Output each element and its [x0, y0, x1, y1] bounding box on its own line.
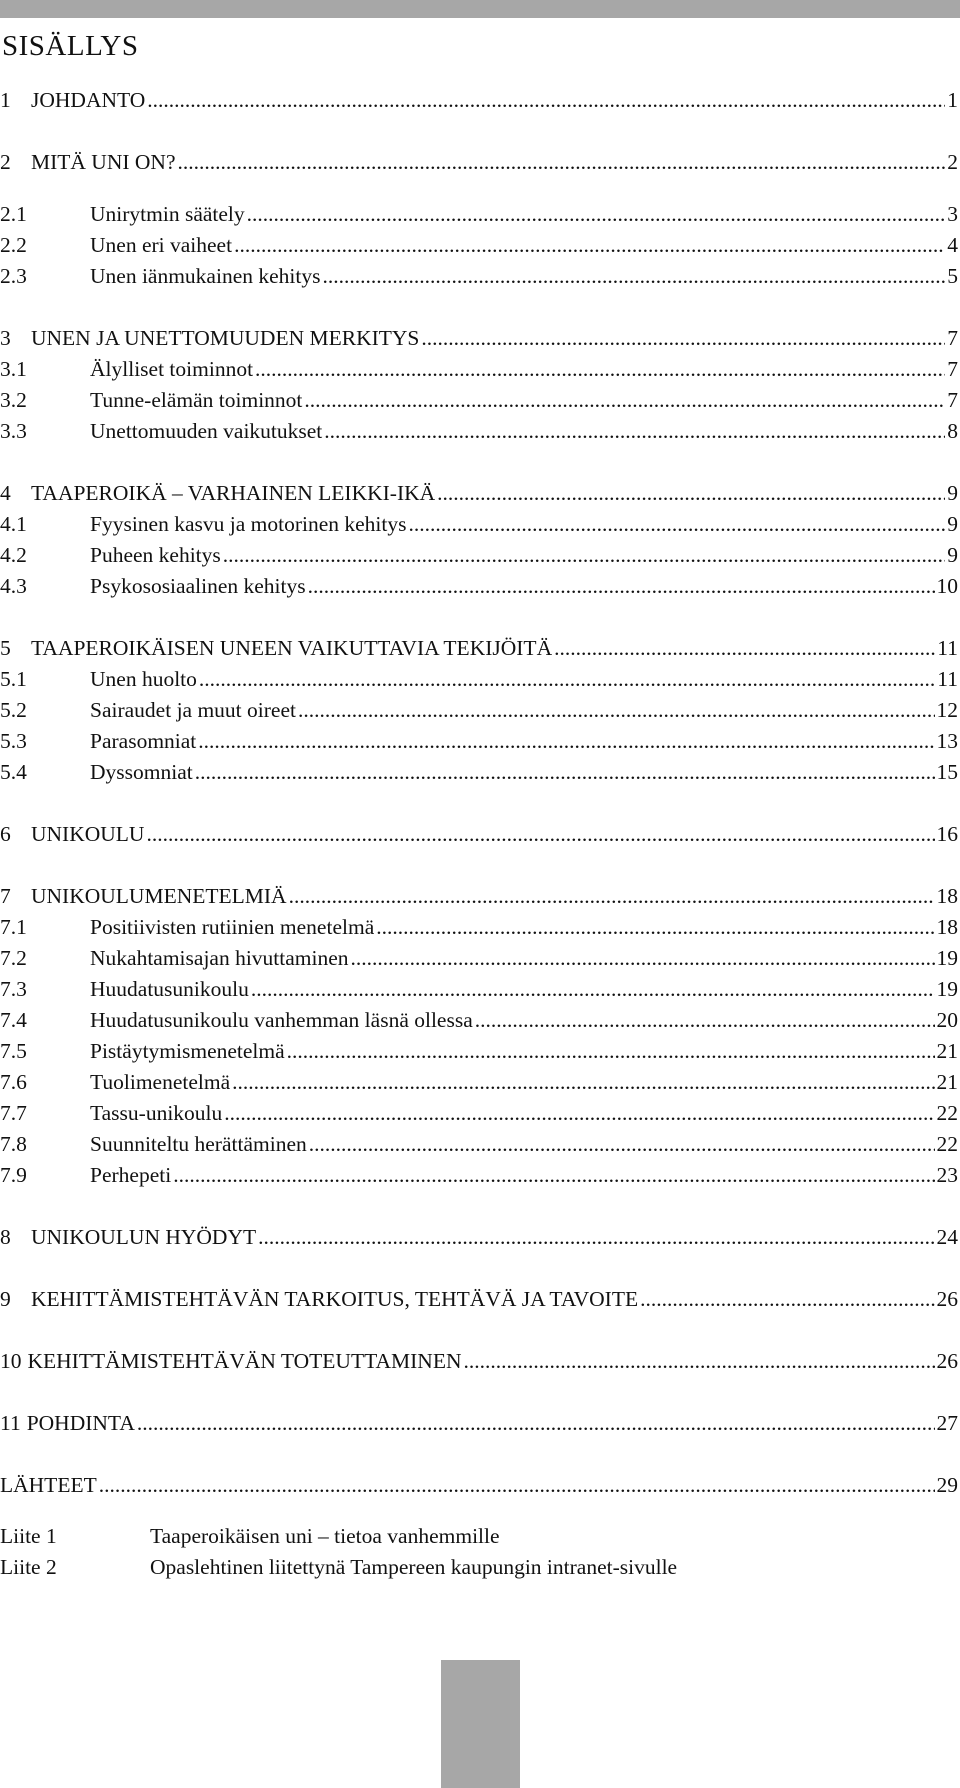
toc-entry-number: 4.2 — [0, 543, 27, 567]
toc-entry[interactable] — [0, 1036, 958, 1066]
toc-page-number: 21 — [936, 1039, 958, 1063]
toc-heading: SISÄLLYS — [2, 30, 139, 62]
toc-entry[interactable] — [0, 819, 958, 849]
toc-leader-dots — [146, 819, 934, 849]
toc-entry-number: 11 — [0, 1411, 21, 1435]
toc-entry[interactable] — [0, 1408, 958, 1438]
toc-entry-title: Psykososiaalinen kehitys — [90, 574, 306, 598]
toc-entry-title: Sairaudet ja muut oireet — [90, 698, 296, 722]
toc-page-number: 18 — [936, 884, 958, 908]
toc-leader-dots — [475, 1005, 935, 1035]
toc-page-number: 18 — [936, 915, 958, 939]
toc-entry-number: 10 — [0, 1349, 22, 1373]
toc-entry[interactable] — [0, 147, 958, 177]
toc-leader-dots — [234, 230, 945, 260]
toc-page-number: 26 — [936, 1287, 958, 1311]
toc-leader-dots — [289, 881, 935, 911]
top-gray-bar — [0, 0, 960, 18]
toc-page-number: 5 — [947, 264, 958, 288]
toc-entry[interactable] — [0, 1222, 958, 1252]
toc-entry[interactable] — [0, 943, 958, 973]
toc-page-number: 29 — [936, 1473, 958, 1497]
toc-entry-number: 7 — [0, 884, 11, 908]
toc-leader-dots — [195, 757, 935, 787]
toc-entry-title: Huudatusunikoulu vanhemman läsnä ollessa — [90, 1008, 473, 1032]
bottom-gray-tab — [441, 1660, 520, 1788]
toc-entry[interactable] — [0, 1098, 958, 1128]
toc-entry[interactable] — [0, 1160, 958, 1190]
toc-entry[interactable] — [0, 1005, 958, 1035]
toc-leader-dots — [464, 1346, 935, 1376]
toc-entry-number: 2 — [0, 150, 11, 174]
toc-page-number: 4 — [947, 233, 958, 257]
toc-entry-number: 4.1 — [0, 512, 27, 536]
toc-entry-title: Huudatusunikoulu — [90, 977, 249, 1001]
toc-page-number: 12 — [936, 698, 958, 722]
toc-entry[interactable] — [0, 323, 958, 353]
toc-entry-number: 5 — [0, 636, 11, 660]
toc-entry[interactable] — [0, 1470, 958, 1500]
toc-entry-number: 7.3 — [0, 977, 27, 1001]
toc-leader-dots — [232, 1067, 934, 1097]
toc-entry-title: UNEN JA UNETTOMUUDEN MERKITYS — [31, 326, 420, 350]
toc-leader-dots — [351, 943, 935, 973]
toc-leader-dots — [309, 1129, 935, 1159]
appendix-label: Liite 1 — [0, 1524, 57, 1548]
toc-leader-dots — [247, 199, 946, 229]
toc-page-number: 9 — [947, 512, 958, 536]
toc-entry-number: 5.2 — [0, 698, 27, 722]
toc-entry-number: 3.3 — [0, 419, 27, 443]
toc-leader-dots — [223, 540, 945, 570]
toc-leader-dots — [178, 147, 946, 177]
toc-page-number: 2 — [947, 150, 958, 174]
toc-entry-title: TAAPEROIKÄISEN UNEEN VAIKUTTAVIA TEKIJÖITÄ — [31, 636, 553, 660]
toc-leader-dots — [376, 912, 934, 942]
toc-page-number: 21 — [936, 1070, 958, 1094]
appendix-item[interactable] — [0, 1552, 677, 1582]
toc-leader-dots — [199, 664, 935, 694]
appendix-title: Opaslehtinen liitettynä Tampereen kaupungin intranet-sivulle — [150, 1555, 678, 1579]
toc-entry[interactable] — [0, 385, 958, 415]
toc-leader-dots — [640, 1284, 934, 1314]
toc-entry-title: Tunne-elämän toiminnot — [90, 388, 303, 412]
toc-entry-title: Pistäytymismenetelmä — [90, 1039, 285, 1063]
toc-page-number: 3 — [947, 202, 958, 226]
toc-entry-number: 2.3 — [0, 264, 27, 288]
toc-entry-number: 3 — [0, 326, 11, 350]
toc-entry-title: POHDINTA — [26, 1411, 135, 1435]
toc-page-number: 19 — [936, 977, 958, 1001]
toc-entry-number: 1 — [0, 88, 11, 112]
toc-page-number: 9 — [947, 543, 958, 567]
toc-leader-dots — [554, 633, 935, 663]
toc-entry-number: 7.2 — [0, 946, 27, 970]
appendix-title: Taaperoikäisen uni – tietoa vanhemmille — [150, 1524, 500, 1548]
toc-entry-title: Parasomniat — [90, 729, 197, 753]
toc-leader-dots — [298, 695, 935, 725]
toc-entry-title: Fyysinen kasvu ja motorinen kehitys — [90, 512, 407, 536]
toc-entry[interactable] — [0, 1284, 958, 1314]
toc-entry-title: Suunniteltu herättäminen — [90, 1132, 307, 1156]
toc-leader-dots — [409, 509, 946, 539]
toc-page-number: 1 — [947, 88, 958, 112]
toc-entry[interactable] — [0, 881, 958, 911]
toc-leader-dots — [147, 85, 945, 115]
toc-entry[interactable] — [0, 230, 958, 260]
toc-page-number: 22 — [936, 1101, 958, 1125]
toc-leader-dots — [304, 385, 945, 415]
toc-entry-title: MITÄ UNI ON? — [31, 150, 176, 174]
toc-entry[interactable] — [0, 540, 958, 570]
toc-page-number: 11 — [937, 636, 958, 660]
toc-entry-title: Älylliset toiminnot — [90, 357, 254, 381]
toc-entry[interactable] — [0, 664, 958, 694]
toc-entry[interactable] — [0, 509, 958, 539]
appendix-item[interactable] — [0, 1521, 500, 1551]
toc-entry[interactable] — [0, 695, 958, 725]
toc-leader-dots — [255, 354, 945, 384]
toc-page-number: 9 — [947, 481, 958, 505]
toc-entry-number: 4 — [0, 481, 11, 505]
toc-entry-title: Puheen kehitys — [90, 543, 221, 567]
toc-entry-number: 7.8 — [0, 1132, 27, 1156]
toc-leader-dots — [437, 478, 945, 508]
toc-entry[interactable] — [0, 416, 958, 446]
toc-entry-title: Unen eri vaiheet — [90, 233, 233, 257]
toc-entry-title: Positiivisten rutiinien menetelmä — [90, 915, 375, 939]
toc-entry[interactable] — [0, 633, 958, 663]
toc-entry[interactable] — [0, 261, 958, 291]
toc-entry-number: 7.9 — [0, 1163, 27, 1187]
toc-entry-number: 7.5 — [0, 1039, 27, 1063]
toc-entry[interactable] — [0, 199, 958, 229]
toc-page-number: 20 — [936, 1008, 958, 1032]
toc-entry[interactable] — [0, 85, 958, 115]
toc-entry-title: KEHITTÄMISTEHTÄVÄN TARKOITUS, TEHTÄVÄ JA TAVOITE — [31, 1287, 639, 1311]
toc-entry[interactable] — [0, 726, 958, 756]
toc-entry-number: 7.1 — [0, 915, 27, 939]
toc-leader-dots — [198, 726, 934, 756]
toc-entry-title: JOHDANTO — [31, 88, 146, 112]
toc-entry-title: Tuolimenetelmä — [90, 1070, 231, 1094]
toc-leader-dots — [173, 1160, 934, 1190]
toc-leader-dots — [137, 1408, 935, 1438]
toc-page-number: 8 — [947, 419, 958, 443]
toc-entry-title: Unirytmin säätely — [90, 202, 245, 226]
toc-leader-dots — [322, 261, 945, 291]
toc-leader-dots — [251, 974, 935, 1004]
toc-page-number: 23 — [936, 1163, 958, 1187]
toc-page-number: 10 — [936, 574, 958, 598]
toc-entry-title: TAAPEROIKÄ – VARHAINEN LEIKKI-IKÄ — [31, 481, 436, 505]
toc-entry[interactable] — [0, 478, 958, 508]
toc-entry[interactable] — [0, 571, 958, 601]
toc-entry-number: 9 — [0, 1287, 11, 1311]
toc-leader-dots — [224, 1098, 934, 1128]
toc-entry-title: Perhepeti — [90, 1163, 172, 1187]
toc-entry-number: 2.1 — [0, 202, 27, 226]
toc-leader-dots — [324, 416, 945, 446]
toc-entry-number: 7.6 — [0, 1070, 27, 1094]
toc-page-number: 19 — [936, 946, 958, 970]
toc-page-number: 27 — [936, 1411, 958, 1435]
toc-leader-dots — [99, 1470, 935, 1500]
toc-entry-number: 7.7 — [0, 1101, 27, 1125]
toc-page-number: 13 — [936, 729, 958, 753]
toc-page-number: 7 — [947, 357, 958, 381]
toc-page-number: 7 — [947, 326, 958, 350]
toc-entry[interactable] — [0, 1129, 958, 1159]
toc-entry-number: 6 — [0, 822, 11, 846]
toc-leader-dots — [421, 323, 945, 353]
toc-entry-number: 4.3 — [0, 574, 27, 598]
toc-entry-title: Unen huolto — [90, 667, 197, 691]
toc-entry-number: 8 — [0, 1225, 11, 1249]
toc-entry-title: KEHITTÄMISTEHTÄVÄN TOTEUTTAMINEN — [27, 1349, 462, 1373]
toc-entry-title: Unen iänmukainen kehitys — [90, 264, 321, 288]
toc-entry-title: Tassu-unikoulu — [90, 1101, 223, 1125]
toc-entry[interactable] — [0, 1067, 958, 1097]
toc-entry-number: 5.1 — [0, 667, 27, 691]
toc-page-number: 11 — [937, 667, 958, 691]
toc-entry[interactable] — [0, 1346, 958, 1376]
toc-leader-dots — [308, 571, 935, 601]
toc-page-number: 7 — [947, 388, 958, 412]
toc-entry-title: LÄHTEET — [0, 1473, 97, 1497]
appendix-label: Liite 2 — [0, 1555, 57, 1579]
toc-entry-number: 5.4 — [0, 760, 27, 784]
toc-page-number: 24 — [936, 1225, 958, 1249]
toc-entry-title: Nukahtamisajan hivuttaminen — [90, 946, 349, 970]
toc-leader-dots — [258, 1222, 934, 1252]
toc-entry-number: 3.1 — [0, 357, 27, 381]
toc-entry[interactable] — [0, 354, 958, 384]
toc-page-number: 22 — [936, 1132, 958, 1156]
toc-entry-title: Dyssomniat — [90, 760, 193, 784]
toc-entry[interactable] — [0, 974, 958, 1004]
toc-entry-title: UNIKOULUMENETELMIÄ — [31, 884, 287, 908]
toc-entry-number: 7.4 — [0, 1008, 27, 1032]
toc-entry-title: Unettomuuden vaikutukset — [90, 419, 323, 443]
toc-entry[interactable] — [0, 757, 958, 787]
toc-leader-dots — [287, 1036, 935, 1066]
toc-entry-number: 5.3 — [0, 729, 27, 753]
toc-entry-title: UNIKOULU — [31, 822, 145, 846]
toc-page-number: 26 — [936, 1349, 958, 1373]
toc-entry[interactable] — [0, 912, 958, 942]
toc-entry-title: UNIKOULUN HYÖDYT — [31, 1225, 257, 1249]
toc-page-number: 16 — [936, 822, 958, 846]
toc-page-number: 15 — [936, 760, 958, 784]
toc-entry-number: 2.2 — [0, 233, 27, 257]
toc-entry-number: 3.2 — [0, 388, 27, 412]
